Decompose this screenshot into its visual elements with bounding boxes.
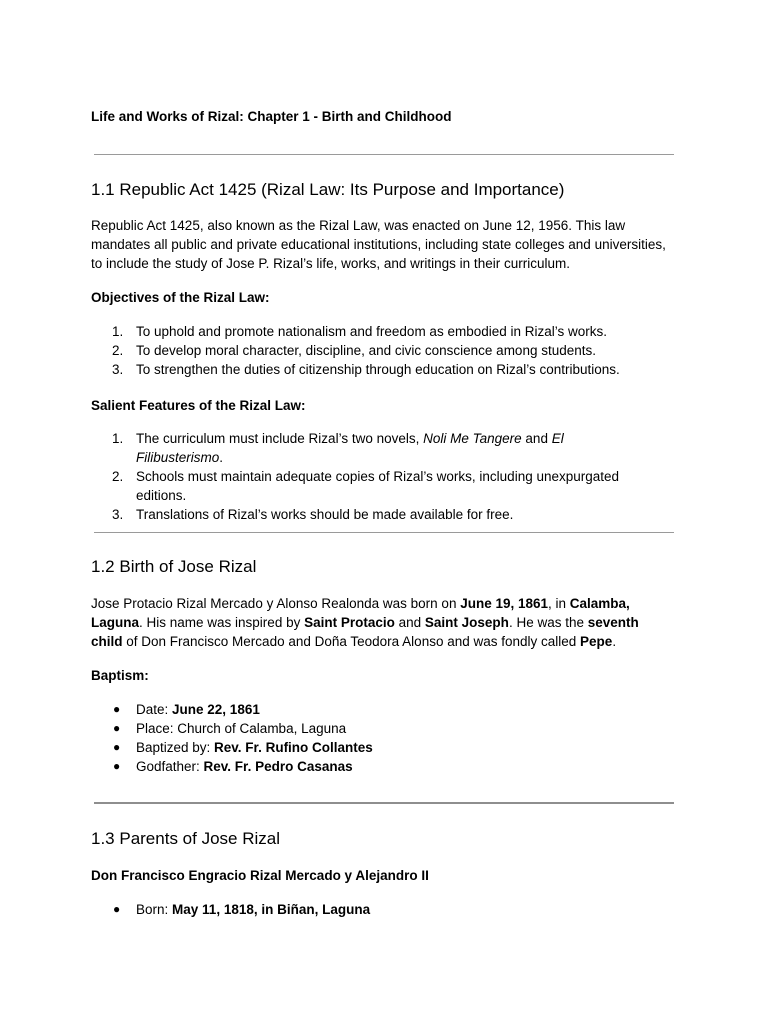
list-item xyxy=(91,429,651,467)
list-item-text: Translations of Rizal’s works should be made available for free. xyxy=(136,507,514,522)
list-item xyxy=(91,341,651,360)
list-item xyxy=(91,322,651,341)
rizal-law-intro-paragraph: Republic Act 1425, also known as the Rizal Law, was enacted on June 12, 1956. This law mandates all public and private educational institutions, including state colleges and universities, to include the study of Jose P. Rizal’s life, works, and writings in their curriculum. xyxy=(91,218,666,271)
novel-title: El Filibusterismo xyxy=(136,431,564,465)
list-item-text: To strengthen the duties of citizenship through education on Rizal’s contributions. xyxy=(136,362,620,377)
objectives-label: Objectives of the Rizal Law: xyxy=(91,290,270,305)
list-number: 2. xyxy=(112,343,124,358)
list-number: 1. xyxy=(112,431,124,446)
novel-title: Noli Me Tangere xyxy=(423,431,522,446)
section-heading-birth: 1.2 Birth of Jose Rizal xyxy=(91,557,257,576)
father-name-label: Don Francisco Engracio Rizal Mercado y Alejandro II xyxy=(91,868,429,883)
list-item-text: The curriculum must include Rizal’s two novels, Noli Me Tangere and El Filibusterismo. xyxy=(136,431,564,465)
bullet-icon: ● xyxy=(113,759,121,773)
list-number: 3. xyxy=(112,507,124,522)
birth-paragraph: Jose Protacio Rizal Mercado y Alonso Realonda was born on June 19, 1861, in Calamba, Laguna. His name was inspired by Saint Protacio and Saint Joseph. He was the seventh child of Don Francisco Mercado and Doña Teodora Alonso and was fondly called Pepe. xyxy=(91,596,639,649)
list-item: ● Born: May 11, 1818, in Biñan, Laguna xyxy=(113,902,371,917)
list-item: ● Baptized by: Rev. Fr. Rufino Collantes xyxy=(113,740,373,755)
baptism-label: Baptism: xyxy=(91,668,149,683)
list-item xyxy=(91,467,651,505)
bullet-icon: ● xyxy=(113,721,121,735)
list-item-text: To uphold and promote nationalism and freedom as embodied in Rizal’s works. xyxy=(136,324,608,339)
list-item: ● Date: June 22, 1861 xyxy=(113,702,260,717)
list-number: 3. xyxy=(112,362,124,377)
father-details-list xyxy=(91,900,651,919)
bullet-icon: ● xyxy=(113,902,121,916)
bullet-icon: ● xyxy=(113,740,121,754)
section-heading-parents: 1.3 Parents of Jose Rizal xyxy=(91,829,280,848)
list-number: 2. xyxy=(112,469,124,484)
baptism-list xyxy=(91,700,651,776)
bullet-icon: ● xyxy=(113,702,121,716)
list-item: ● Place: Church of Calamba, Laguna xyxy=(113,721,347,736)
horizontal-rule xyxy=(94,532,674,533)
list-item xyxy=(91,505,651,524)
features-list xyxy=(91,429,651,524)
features-label: Salient Features of the Rizal Law: xyxy=(91,398,306,413)
list-item: ● Godfather: Rev. Fr. Pedro Casanas xyxy=(113,759,353,774)
list-item xyxy=(91,360,651,379)
objectives-list xyxy=(91,322,651,379)
list-item-text: To develop moral character, discipline, and civic conscience among students. xyxy=(136,343,596,358)
list-item-text: Schools must maintain adequate copies of Rizal’s works, including unexpurgated editions. xyxy=(136,469,620,503)
horizontal-rule xyxy=(94,802,674,804)
document-title: Life and Works of Rizal: Chapter 1 - Birth and Childhood xyxy=(91,109,452,124)
horizontal-rule xyxy=(94,154,674,155)
list-number: 1. xyxy=(112,324,124,339)
section-heading-rizal-law: 1.1 Republic Act 1425 (Rizal Law: Its Purpose and Importance) xyxy=(91,180,565,199)
